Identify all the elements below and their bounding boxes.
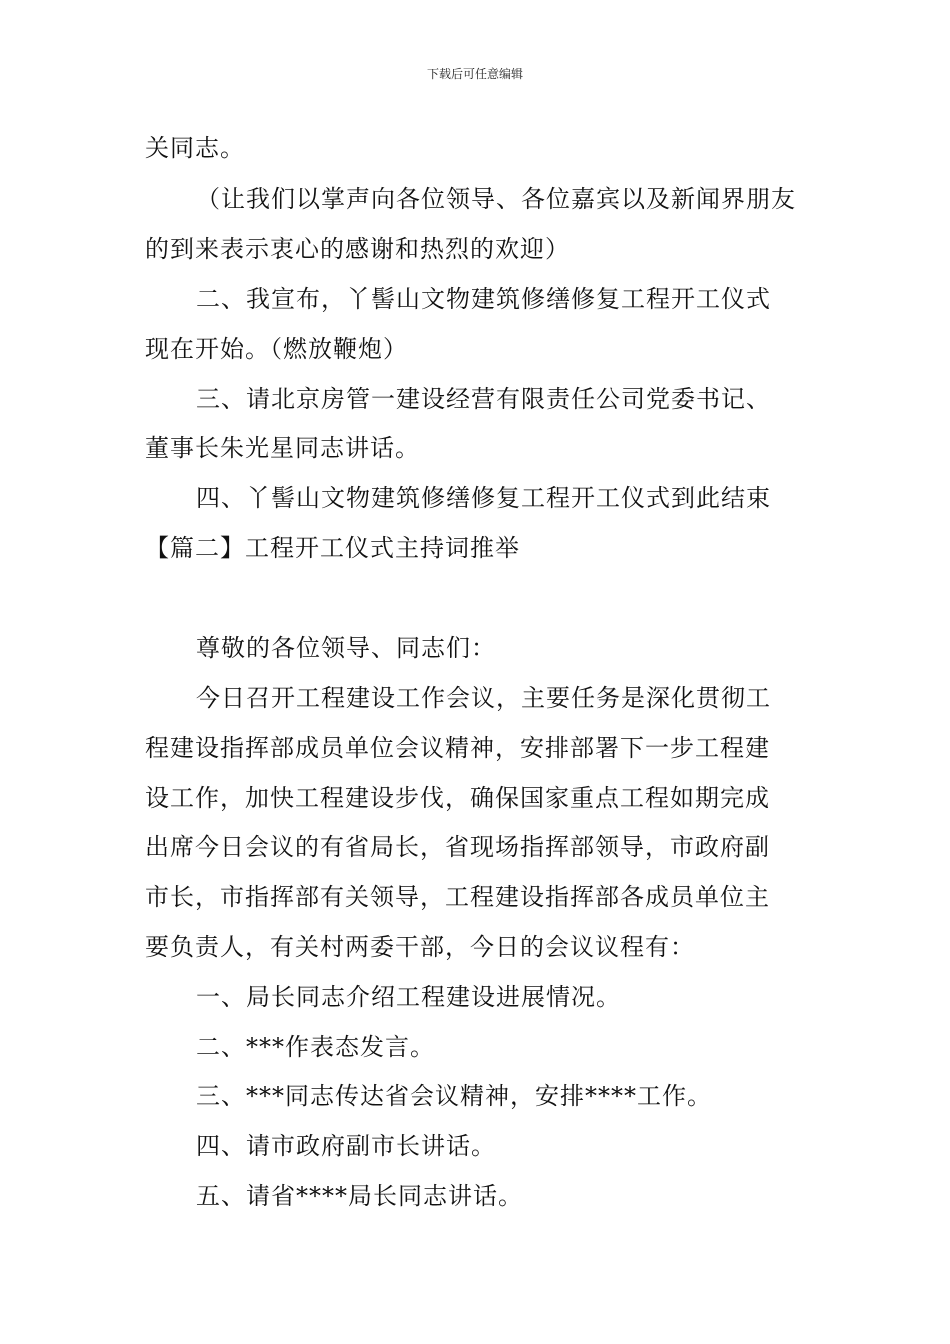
page-header: 下载后可任意编辑 [426,67,523,81]
text-line: 四、丫髻山文物建筑修缮修复工程开工仪式到此结束 [196,484,771,512]
section-heading: 【篇二】工程开工仪式主持词推举 [145,534,520,562]
text-line: 的到来表示衷心的感谢和热烈的欢迎） [145,235,570,263]
text-line: 今日召开工程建设工作会议，主要任务是深化贯彻工 [196,684,771,712]
text-line: 四、请市政府副市长讲话。 [196,1132,496,1160]
text-line: 董事长朱光星同志讲话。 [145,434,420,462]
text-line: 要负责人，有关村两委干部，今日的会议议程有： [145,933,695,961]
text-line: 关同志。 [145,134,245,162]
text-line: 三、***同志传达省会议精神，安排****工作。 [196,1082,712,1110]
text-line: 市长，市指挥部有关领导，工程建设指挥部各成员单位主 [145,883,770,911]
text-line: （让我们以掌声向各位领导、各位嘉宾以及新闻界朋友 [196,185,796,213]
text-line: 五、请省****局长同志讲话。 [196,1182,523,1210]
text-line: 三、请北京房管一建设经营有限责任公司党委书记、 [196,385,771,413]
text-line: 一、局长同志介绍工程建设进展情况。 [196,983,621,1011]
text-line: 二、***作表态发言。 [196,1033,435,1061]
text-line: 尊敬的各位领导、同志们： [196,634,496,662]
text-line: 程建设指挥部成员单位会议精神，安排部署下一步工程建 [145,734,770,762]
text-line: 出席今日会议的有省局长，省现场指挥部领导，市政府副 [145,833,770,861]
text-line: 二、我宣布，丫髻山文物建筑修缮修复工程开工仪式 [196,285,771,313]
text-line: 设工作，加快工程建设步伐，确保国家重点工程如期完成 [145,784,770,812]
text-line: 现在开始。（燃放鞭炮） [145,335,408,363]
